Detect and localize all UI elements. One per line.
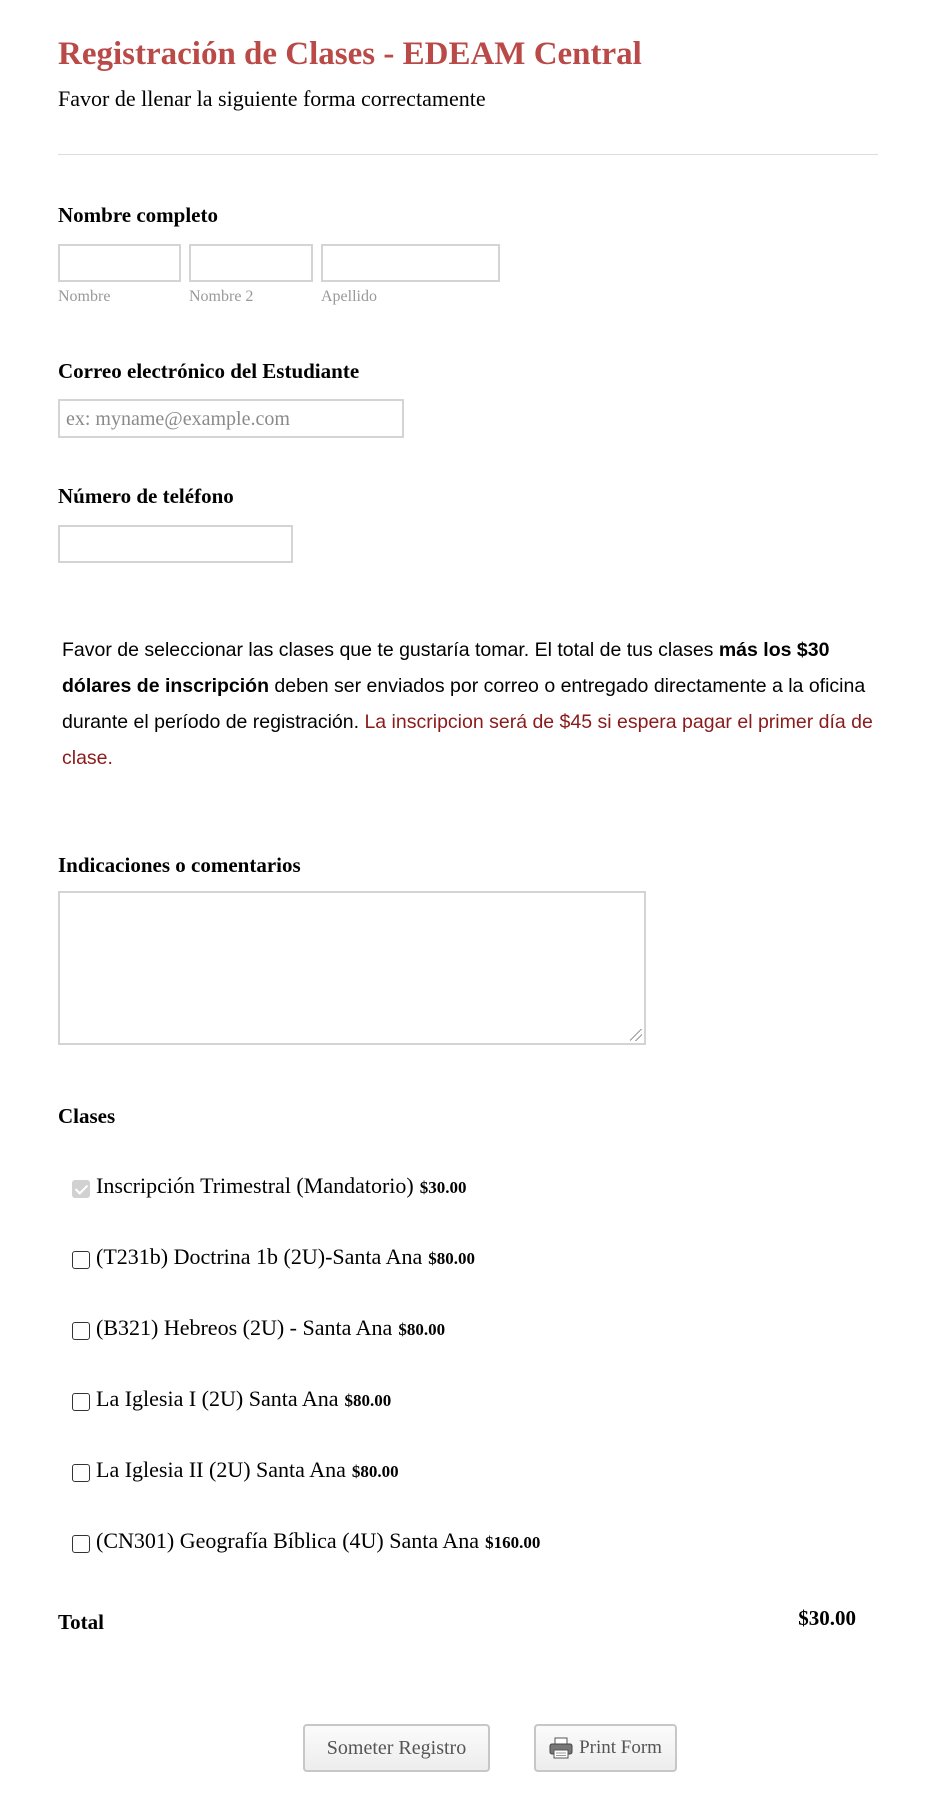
last-name-input[interactable]: [321, 244, 500, 282]
print-form-button[interactable]: [534, 1724, 677, 1772]
classes-label: Clases: [58, 1104, 116, 1128]
class-option-doctrina[interactable]: [72, 1244, 475, 1270]
class-price: $30.00: [419, 1177, 467, 1197]
class-price: $80.00: [428, 1248, 475, 1268]
total-value: $30.00: [798, 1606, 856, 1630]
class-selection-notice: [62, 632, 882, 776]
class-option-hebreos[interactable]: [72, 1315, 445, 1341]
class-option-iglesia-1[interactable]: [72, 1386, 391, 1412]
class-price: $80.00: [351, 1461, 399, 1481]
printer-icon: [549, 1737, 573, 1759]
resize-handle-icon[interactable]: [630, 1029, 642, 1041]
class-name: La Iglesia II (2U) Santa Ana: [96, 1457, 346, 1482]
notice-late-fee-text: La inscripcion será de $45 si espera pagar el primer día de clase.: [62, 711, 873, 769]
notice-bold-text: más los $30 dólares de inscripción: [62, 639, 830, 697]
phone-input[interactable]: [58, 525, 293, 563]
comments-textarea[interactable]: [58, 891, 646, 1045]
class-name: (T231b) Doctrina 1b (2U)-Santa Ana: [96, 1244, 423, 1269]
notice-text-1: Favor de seleccionar las clases que te gustaría tomar. El total de tus clases: [62, 639, 719, 661]
class-name: (B321) Hebreos (2U) - Santa Ana: [96, 1315, 393, 1340]
notice-text-2: deben ser enviados por correo o entregado directamente a la oficina durante el período de registración.: [62, 675, 866, 733]
last-name-sublabel: Apellido: [321, 288, 377, 305]
first-name-sublabel: Nombre: [58, 288, 111, 305]
total-label: Total: [58, 1610, 104, 1634]
class-checkbox[interactable]: [72, 1322, 90, 1340]
class-option-iglesia-2[interactable]: [72, 1457, 399, 1483]
class-checkbox[interactable]: [72, 1393, 90, 1411]
print-form-label: Print Form: [579, 1737, 662, 1758]
email-label: Correo electrónico del Estudiante: [58, 359, 360, 383]
comments-label: Indicaciones o comentarios: [58, 853, 301, 877]
class-price: $80.00: [344, 1390, 392, 1410]
submit-button[interactable]: Someter Registro: [303, 1724, 490, 1772]
class-checkbox-checked[interactable]: [72, 1180, 90, 1198]
form-title: Registración de Clases - EDEAM Central: [58, 36, 642, 72]
middle-name-input[interactable]: [189, 244, 313, 282]
class-price: $80.00: [398, 1319, 446, 1339]
form-subtitle: Favor de llenar la siguiente forma correctamente: [58, 86, 486, 111]
email-placeholder: ex: myname@example.com: [66, 408, 290, 430]
class-name: Inscripción Trimestral (Mandatorio): [96, 1173, 414, 1198]
first-name-input[interactable]: [58, 244, 181, 282]
class-name: (CN301) Geografía Bíblica (4U) Santa Ana: [96, 1528, 480, 1553]
email-input[interactable]: [58, 399, 404, 438]
class-name: La Iglesia I (2U) Santa Ana: [96, 1386, 339, 1411]
class-checkbox[interactable]: [72, 1535, 90, 1553]
class-checkbox[interactable]: [72, 1251, 90, 1269]
class-price: $160.00: [485, 1532, 541, 1552]
phone-label: Número de teléfono: [58, 484, 234, 508]
class-option-inscripcion[interactable]: [72, 1173, 466, 1199]
full-name-label: Nombre completo: [58, 203, 218, 227]
middle-name-sublabel: Nombre 2: [189, 288, 254, 305]
class-option-geografia[interactable]: [72, 1528, 540, 1554]
header-divider: [58, 154, 878, 155]
class-checkbox[interactable]: [72, 1464, 90, 1482]
